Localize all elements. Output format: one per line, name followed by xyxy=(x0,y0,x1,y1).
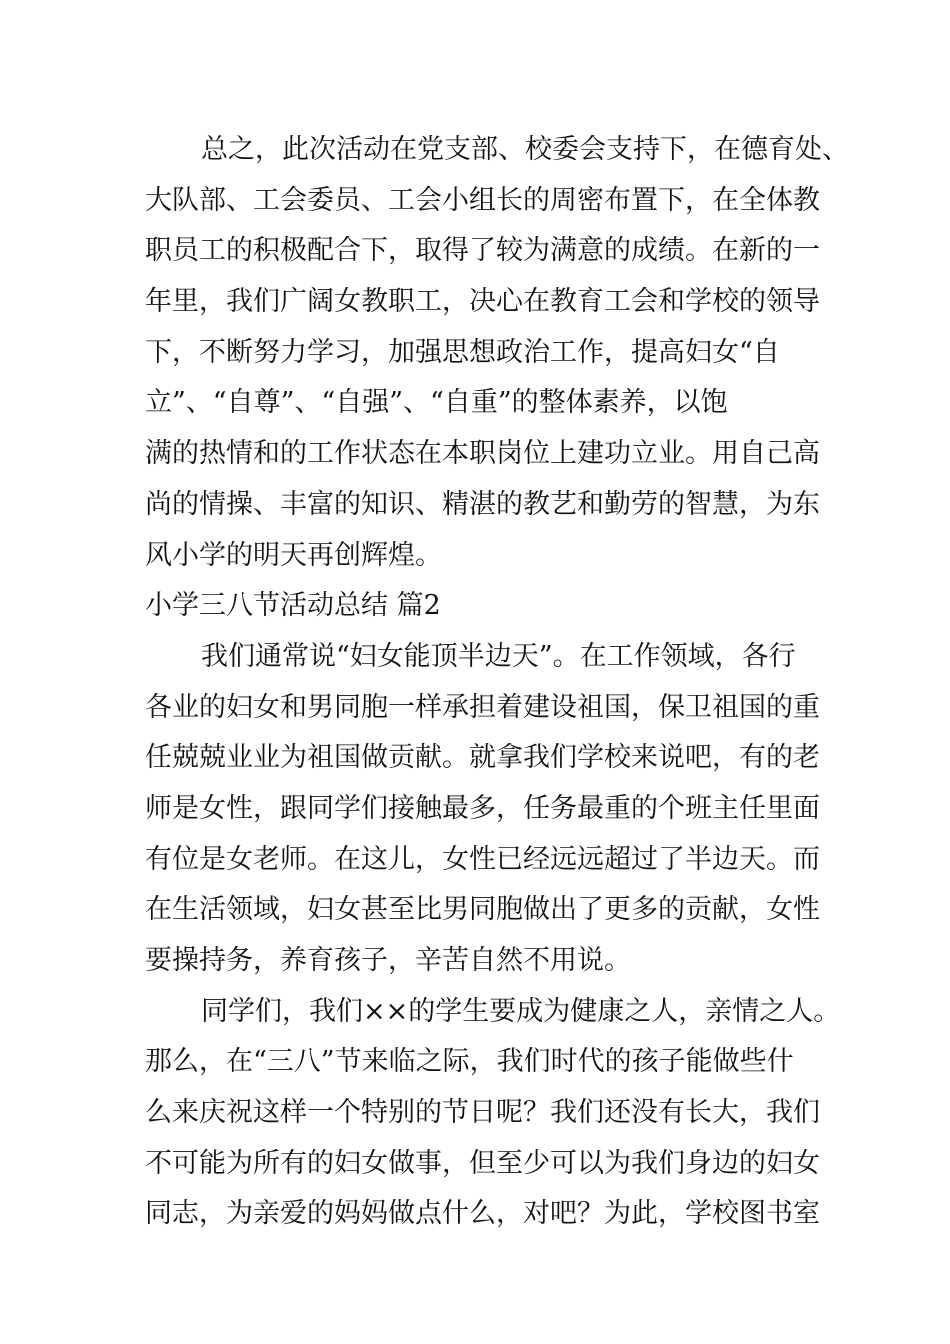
text-line: 大队部、工会委员、工会小组长的周密布置下，在全体教 xyxy=(145,184,820,216)
text-line: 满的热情和的工作状态在本职岗位上建功立业。用自己高 xyxy=(145,438,820,470)
text-line: 职员工的积极配合下，取得了较为满意的成绩。在新的一 xyxy=(145,235,820,267)
text-line: 我们通常说“妇女能顶半边天”。在工作领域，各行 xyxy=(201,640,796,672)
text-line: 同志，为亲爱的妈妈做点什么，对吧？为此，学校图书室 xyxy=(145,1198,820,1230)
text-line: 同学们，我们××的学生要成为健康之人，亲情之人。 xyxy=(201,995,841,1027)
paragraph-3 xyxy=(145,987,841,1240)
text-line: 在生活领域，妇女甚至比男同胞做出了更多的贡献，女性 xyxy=(145,894,820,926)
text-line: 尚的情操、丰富的知识、精湛的教艺和勤劳的智慧，为东 xyxy=(145,488,820,520)
text-line: 那么，在“三八”节来临之际，我们时代的孩子能做些什 xyxy=(145,1046,794,1078)
text-line: 任兢兢业业为祖国做贡献。就拿我们学校来说吧，有的老 xyxy=(145,742,820,774)
document-body xyxy=(145,125,849,1240)
text-line: 要操持务，养育孩子，辛苦自然不用说。 xyxy=(145,945,631,976)
text-line: 风小学的明天再创辉煌。 xyxy=(145,539,442,571)
text-line: 年里，我们广阔女教职工，决心在教育工会和学校的领导 xyxy=(145,286,820,318)
text-line: 师是女性，跟同学们接触最多，任务最重的个班主任里面 xyxy=(145,792,820,824)
text-line: 下，不断努力学习，加强思想政治工作，提高妇女“自 xyxy=(145,336,780,368)
text-line: 不可能为所有的妇女做事，但至少可以为我们身边的妇女 xyxy=(145,1147,820,1179)
text-line: 立”、“自尊”、“自强”、“自重”的整体素养，以饱 xyxy=(145,387,728,419)
text-line: 总之，此次活动在党支部、校委会支持下，在德育处、 xyxy=(201,134,849,165)
text-line: 各业的妇女和男同胞一样承担着建设祖国，保卫祖国的重 xyxy=(145,691,820,723)
section-heading: 小学三八节活动总结 篇2 xyxy=(145,590,441,622)
text-line: 有位是女老师。在这儿，女性已经远远超过了半边天。而 xyxy=(145,843,820,875)
paragraph-1 xyxy=(145,125,849,581)
paragraph-2 xyxy=(145,632,820,987)
text-line: 么来庆祝这样一个特别的节日呢？我们还没有长大，我们 xyxy=(145,1097,820,1129)
